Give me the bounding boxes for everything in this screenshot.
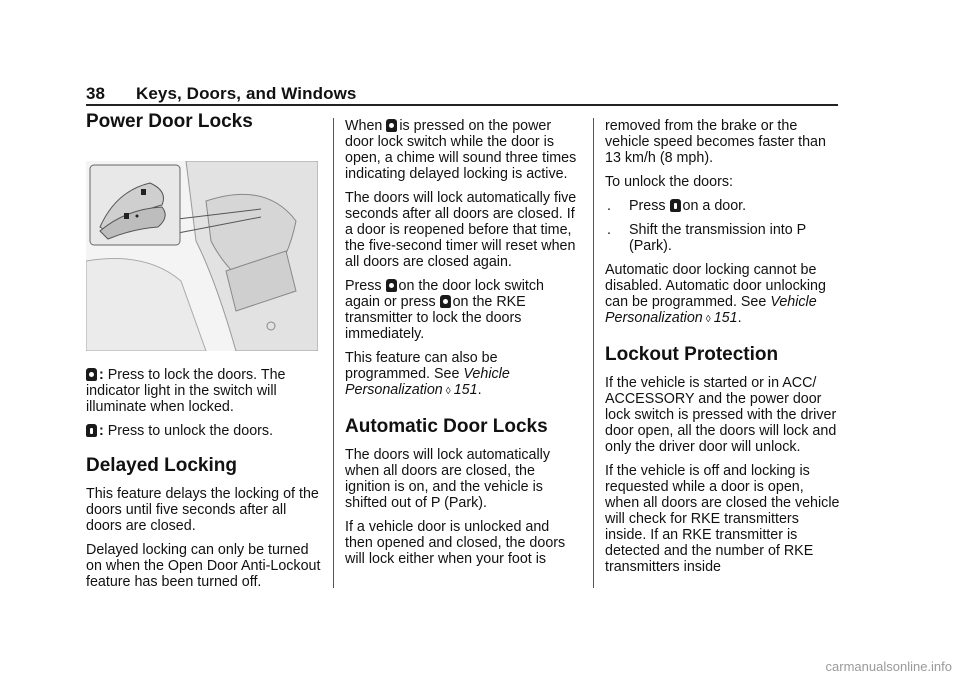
watermark: carmanualsonline.info <box>825 659 952 674</box>
lock-description <box>86 367 322 415</box>
column-divider <box>333 118 334 588</box>
page-ref-icon: ◊ <box>445 386 451 397</box>
door-lock-switch-illustration <box>86 161 318 351</box>
vehicle-personalization-link[interactable]: Vehicle Personalization <box>345 366 510 398</box>
column-2 <box>345 118 581 575</box>
text: Automatic door locking cannot be disabled. Automatic door unlocking can be programmed. See <box>605 262 826 310</box>
lock-text: Press to lock the doors. The indicator light in the switch will illuminate when locked. <box>86 367 286 415</box>
paragraph <box>345 118 581 182</box>
paragraph: Delayed locking can only be turned on when the Open Door Anti-Lockout feature has been turned off. <box>86 542 321 590</box>
text: on the RKE transmitter to lock the doors immediately. <box>345 294 526 342</box>
paragraph: The doors will lock automatically five seconds after all doors are closed. If a door is reopened before that time, the five-second timer will reset when all doors are closed again. <box>345 190 577 270</box>
unlock-text: Press to unlock the doors. <box>107 423 274 439</box>
bullet-dot: . <box>607 222 611 238</box>
heading-lockout-protection: Lockout Protection <box>605 344 779 365</box>
text: on the door lock switch again or press <box>345 278 544 310</box>
page-number: 38 <box>86 84 106 103</box>
unlock-icon <box>86 424 97 437</box>
column-1 <box>86 111 322 598</box>
unlock-description <box>86 423 322 439</box>
lock-icon <box>386 279 397 292</box>
icon-colon: : <box>99 367 104 383</box>
text: Press <box>345 278 382 294</box>
unlock-icon <box>670 199 681 212</box>
list-item <box>605 198 841 214</box>
header-rule <box>86 104 838 106</box>
paragraph <box>345 278 581 342</box>
icon-colon: : <box>99 423 104 439</box>
page-header <box>86 84 838 104</box>
text: is pressed on the power door lock switch while the door is open, a chime will sound three times indicating delayed locking is active. <box>345 118 577 182</box>
text: Press <box>629 198 666 214</box>
paragraph: This feature delays the locking of the doors until five seconds after all doors are closed. <box>86 486 319 534</box>
text <box>629 198 746 214</box>
paragraph: Automatic door locking cannot be disabled. Automatic door unlocking can be programmed. See Vehicle Personalization ◊ 151. <box>605 262 826 326</box>
section-title: Keys, Doors, and Windows <box>136 84 357 103</box>
lock-icon <box>440 295 451 308</box>
heading-power-door-locks: Power Door Locks <box>86 111 253 132</box>
text: When <box>345 118 383 134</box>
paragraph: If a vehicle door is unlocked and then opened and closed, the doors will lock either when your foot is <box>345 519 566 567</box>
paragraph: The doors will lock automatically when all doors are closed, the ignition is on, and the vehicle is shifted out of P (Park). <box>345 447 551 511</box>
page-ref[interactable]: 151 <box>713 310 738 326</box>
paragraph: If the vehicle is off and locking is requested while a door is open, when all doors are closed the vehicle will check for RKE transmitters inside. If an RKE transmitter is detected and the number of RKE transmitters inside <box>605 463 840 575</box>
lock-icon <box>386 119 397 132</box>
text: This feature can also be programmed. See <box>345 350 498 382</box>
lock-icon <box>86 368 97 381</box>
page-ref-icon: ◊ <box>705 314 711 325</box>
column-divider <box>593 118 594 588</box>
paragraph: To unlock the doors: <box>605 174 733 190</box>
heading-automatic-door-locks: Automatic Door Locks <box>345 416 548 437</box>
paragraph: This feature can also be programmed. See Vehicle Personalization ◊ 151. <box>345 350 510 398</box>
page-ref[interactable]: 151 <box>453 382 478 398</box>
bullet-dot: . <box>607 198 611 214</box>
text: Shift the transmission into P (Park). <box>629 222 806 254</box>
column-3 <box>605 118 841 583</box>
vehicle-personalization-link[interactable]: Vehicle Personalization <box>605 294 817 326</box>
heading-delayed-locking: Delayed Locking <box>86 455 237 476</box>
text: on a door. <box>682 198 747 214</box>
paragraph: If the vehicle is started or in ACC/ ACCESSORY and the power door lock switch is pressed with the driver door open, all the doors will lock and only the driver door will unlock. <box>605 375 837 455</box>
list-item <box>605 222 841 254</box>
paragraph: removed from the brake or the vehicle speed becomes faster than 13 km/h (8 mph). <box>605 118 826 166</box>
